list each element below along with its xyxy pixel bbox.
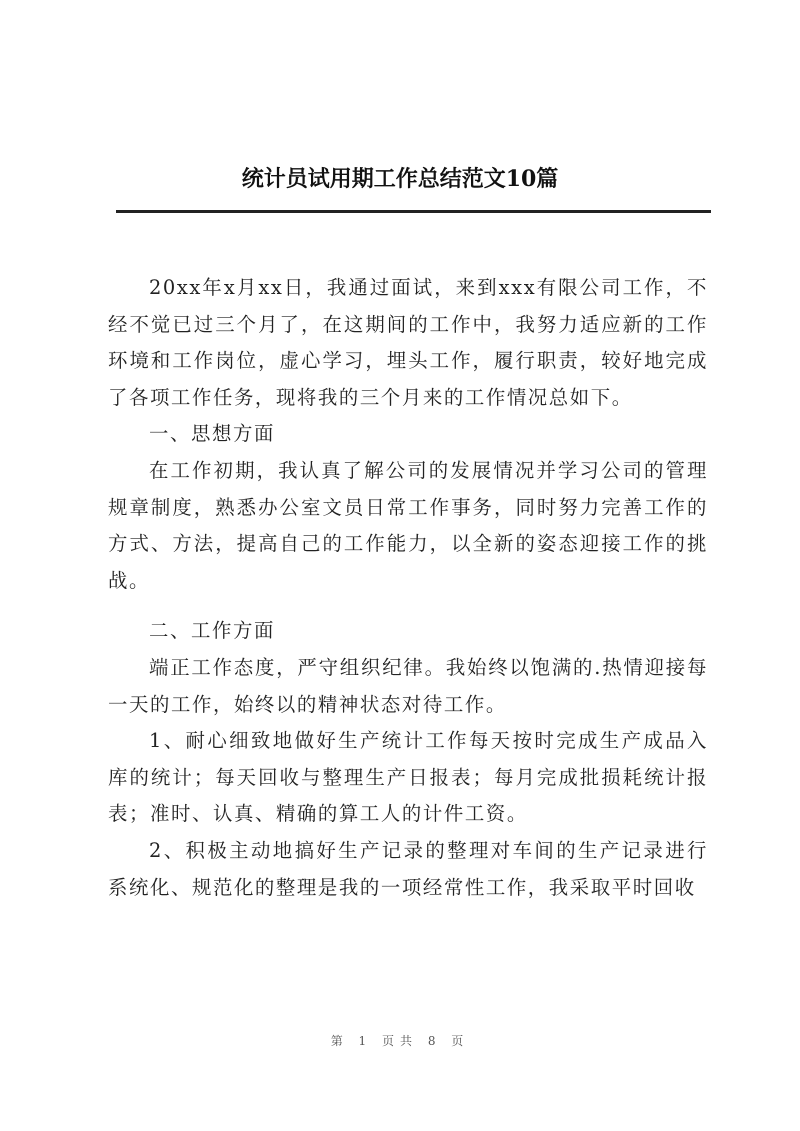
- section-heading-work: 二、工作方面: [149, 619, 275, 643]
- paragraph-item-2: 2、积极主动地搞好生产记录的整理对车间的生产记录进行系统化、规范化的整理是我的一项经常性工作，我采取平时回收: [108, 838, 708, 899]
- section-heading-thought: 一、思想方面: [149, 422, 275, 446]
- title-underline: [116, 210, 711, 213]
- document-title: 统计员试用期工作总结范文10篇: [241, 166, 559, 192]
- paragraph-intro: 20xx年x月xx日，我通过面试，来到xxx有限公司工作，不经不觉已过三个月了，在这期间的工作中，我努力适应新的工作环境和工作岗位，虚心学习，埋头工作，履行职责，较好地完成了各项工作任务，现将我的三个月来的工作情况总如下。: [108, 276, 708, 409]
- paragraph-work-attitude: 端正工作态度，严守组织纪律。我始终以饱满的.热情迎接每一天的工作，始终以的精神状态对待工作。: [108, 655, 708, 716]
- page-number-footer: 第 1 页共 8 页: [330, 1034, 470, 1048]
- paragraph-item-1: 1、耐心细致地做好生产统计工作每天按时完成生产成品入库的统计；每天回收与整理生产日报表；每月完成批损耗统计报表；准时、认真、精确的算工人的计件工资。: [108, 729, 708, 826]
- paragraph-thought: 在工作初期，我认真了解公司的发展情况并学习公司的管理规章制度，熟悉办公室文员日常工作事务，同时努力完善工作的方式、方法，提高自己的工作能力，以全新的姿态迎接工作的挑战。: [108, 458, 708, 592]
- document-body: [108, 270, 708, 906]
